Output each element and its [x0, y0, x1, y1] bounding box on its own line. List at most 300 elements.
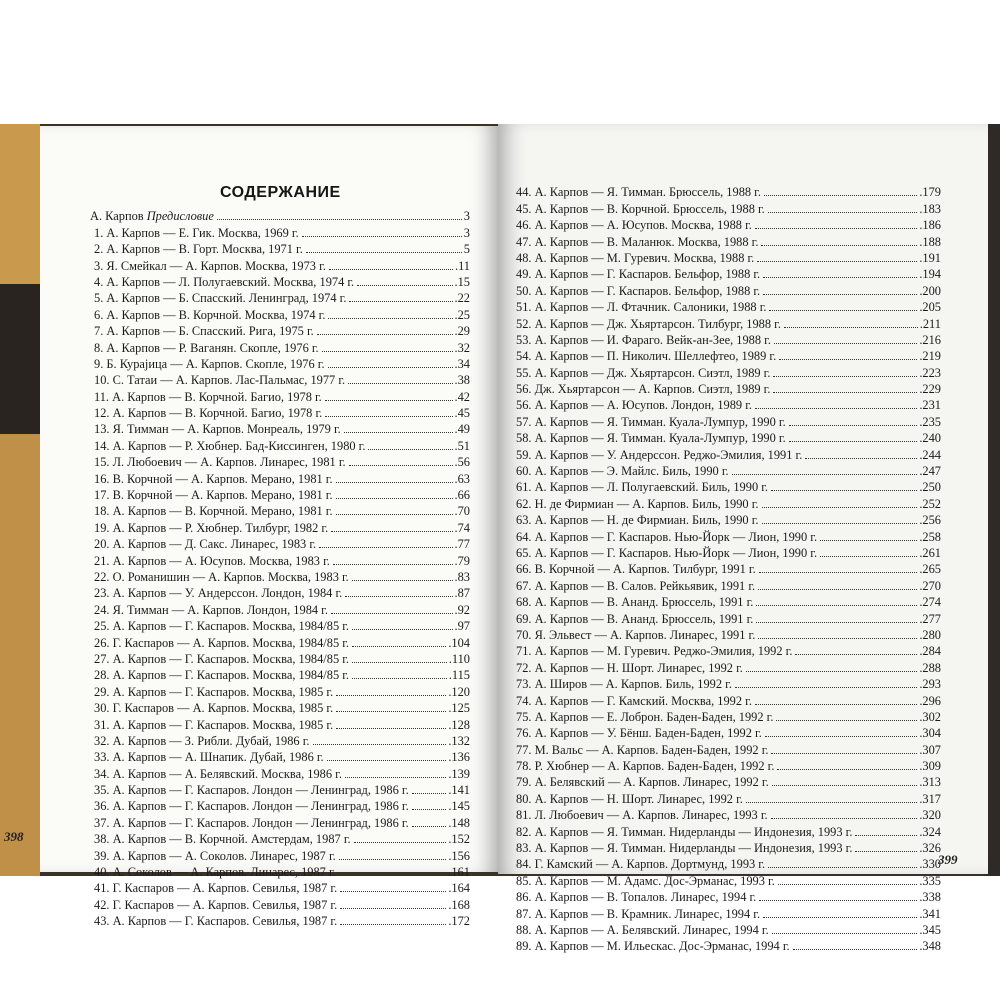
toc-entry-text: 29. А. Карпов — Г. Каспаров. Москва, 1985 г. — [94, 684, 334, 699]
toc-entry-text: 75. А. Карпов — Е. Лоброн. Баден-Баден, 1992 г. — [516, 709, 774, 724]
toc-entry-page: .168 — [448, 897, 470, 912]
toc-entry-page: .132 — [448, 733, 470, 748]
dot-leader — [327, 760, 447, 761]
toc-entry-text: 81. Л. Любоевич — А. Карпов. Линарес, 1993 г. — [516, 808, 768, 823]
toc-entry-text: 25. А. Карпов — Г. Каспаров. Москва, 1984/85 г. — [94, 619, 350, 634]
dot-leader — [336, 482, 453, 483]
dot-leader — [756, 605, 917, 606]
toc-entry-text: 56. Дж. Хьяртарсон — А. Карпов. Сиэтл, 1989 г. — [516, 382, 771, 397]
toc-entry-text: 74. А. Карпов — Г. Камский. Москва, 1992 г. — [516, 693, 752, 708]
toc-entry-text: 52. А. Карпов — Дж. Хьяртарсон. Тилбург, 1988 г. — [516, 316, 781, 331]
preface-author: А. Карпов — [90, 209, 147, 224]
toc-entry-text: 50. А. Карпов — Г. Каспаров. Бельфор, 1988 г. — [516, 283, 761, 298]
toc-entry-page: .97 — [454, 619, 470, 634]
toc-entry — [90, 274, 470, 290]
dot-leader — [772, 933, 918, 934]
toc-entry-text: 27. А. Карпов — Г. Каспаров. Москва, 1984/85 г. — [94, 651, 350, 666]
toc-entry — [516, 594, 941, 610]
toc-entry — [516, 905, 941, 921]
dot-leader — [746, 802, 917, 803]
toc-entry-page: .29 — [454, 324, 470, 339]
dot-leader — [773, 376, 917, 377]
preface-label: Предисловие — [146, 209, 214, 224]
toc-entry-text: 51. А. Карпов — Л. Фтачник. Салоники, 1988 г. — [516, 300, 767, 315]
toc-entry-page: .83 — [454, 569, 470, 584]
dot-leader — [771, 753, 917, 754]
toc-entry-page: .164 — [448, 881, 470, 896]
toc-entry-page: .296 — [919, 693, 941, 708]
toc-entry — [90, 454, 470, 470]
toc-entry-page: 5 — [463, 242, 470, 257]
toc-entry-text: 65. А. Карпов — Г. Каспаров. Нью-Йорк — Лион, 1990 г. — [516, 545, 818, 560]
toc-entry — [90, 339, 470, 355]
toc-entry — [516, 561, 941, 577]
dot-leader — [777, 769, 917, 770]
toc-entry-text: 24. Я. Тимман — А. Карпов. Лондон, 1984 г. — [94, 602, 328, 617]
toc-entry-text: 7. А. Карпов — Б. Спасский. Рига, 1975 г. — [94, 324, 314, 339]
toc-entry — [516, 938, 941, 954]
toc-entry-text: 66. В. Корчной — А. Карпов. Тилбург, 1991 г. — [516, 562, 756, 577]
dot-leader — [755, 408, 917, 409]
toc-entry — [516, 856, 941, 872]
dot-leader — [755, 704, 917, 705]
toc-entry — [90, 569, 470, 585]
toc-entry — [90, 224, 470, 240]
dot-leader — [357, 285, 452, 286]
dot-leader — [805, 458, 917, 459]
dot-leader — [329, 269, 453, 270]
toc-entry-text: 88. А. Карпов — А. Белявский. Линарес, 1994 г. — [516, 922, 769, 937]
toc-entry-page: .38 — [454, 373, 470, 388]
toc-entry-page: .304 — [919, 726, 941, 741]
toc-entry-text: 18. А. Карпов — В. Корчной. Мерано, 1981 г. — [94, 504, 333, 519]
dot-leader — [756, 622, 917, 623]
toc-entry-text: 26. Г. Каспаров — А. Карпов. Москва, 1984/85 г. — [94, 635, 350, 650]
dot-leader — [761, 245, 917, 246]
toc-entry — [516, 709, 941, 725]
toc-entry-page: .172 — [448, 914, 470, 929]
toc-entry — [90, 749, 470, 765]
toc-entry — [516, 250, 941, 266]
toc-entry-text: 56. А. Карпов — А. Юсупов. Лондон, 1989 г. — [516, 398, 752, 413]
dot-leader — [349, 465, 453, 466]
dot-leader — [328, 367, 453, 368]
dot-leader — [336, 728, 446, 729]
toc-entry-page: .141 — [448, 783, 470, 798]
dot-leader — [779, 359, 917, 360]
toc-entry-page: .317 — [919, 791, 941, 806]
dot-leader — [789, 441, 918, 442]
toc-entry-text: 23. А. Карпов — У. Андерссон. Лондон, 1984 г. — [94, 586, 343, 601]
toc-entry — [90, 700, 470, 716]
dot-leader — [306, 252, 462, 253]
dot-leader — [762, 523, 918, 524]
book-photo — [0, 124, 1000, 954]
toc-entry — [516, 823, 941, 839]
toc-entry — [516, 676, 941, 692]
toc-entry — [516, 545, 941, 561]
dot-leader — [768, 867, 917, 868]
toc-entry — [516, 840, 941, 856]
toc-entry-text: 20. А. Карпов — Д. Сакс. Линарес, 1983 г. — [94, 537, 317, 552]
dot-leader — [345, 777, 446, 778]
toc-entry-page: .284 — [919, 644, 941, 659]
toc-entry — [516, 299, 941, 315]
toc-entry — [516, 446, 941, 462]
toc-entry-page: .288 — [919, 660, 941, 675]
toc-entry-text: 11. А. Карпов — В. Корчной. Багио, 1978 г. — [94, 389, 322, 404]
dot-leader — [769, 310, 917, 311]
dot-leader — [412, 793, 447, 794]
toc-entry-page: .216 — [919, 332, 941, 347]
toc-entry — [516, 610, 941, 626]
toc-entry-text: 30. Г. Каспаров — А. Карпов. Москва, 1985 г. — [94, 701, 334, 716]
toc-entry-page: .152 — [448, 832, 470, 847]
dot-leader — [793, 949, 918, 950]
toc-entry-page: .261 — [919, 545, 941, 560]
toc-entry-page: .247 — [919, 464, 941, 479]
toc-entry-page: .341 — [919, 906, 941, 921]
toc-entry-text: 69. А. Карпов — В. Ананд. Брюссель, 1991 г. — [516, 611, 754, 626]
dot-leader — [340, 908, 446, 909]
toc-entry — [90, 765, 470, 781]
toc-entry-page: .223 — [919, 365, 941, 380]
toc-entry — [90, 585, 470, 601]
toc-entry — [516, 512, 941, 528]
toc-entry-text: 40. А. Соколов — А. Карпов. Линарес, 1987 г. — [94, 865, 336, 880]
dot-leader — [322, 351, 453, 352]
dot-leader — [328, 318, 452, 319]
toc-entry-text: 10. С. Татаи — А. Карпов. Лас-Пальмас, 1977 г. — [94, 373, 346, 388]
dot-leader — [319, 547, 452, 548]
dot-leader — [784, 327, 918, 328]
dot-leader — [352, 646, 446, 647]
dot-leader — [776, 720, 917, 721]
toc-entry — [90, 896, 470, 912]
dot-leader — [331, 531, 452, 532]
toc-entry — [90, 487, 470, 503]
toc-entry-text: 55. А. Карпов — Дж. Хьяртарсон. Сиэтл, 1989 г. — [516, 365, 771, 380]
toc-entry-page: .87 — [454, 586, 470, 601]
toc-entry-page: .136 — [448, 750, 470, 765]
toc-entry-page: .104 — [448, 635, 470, 650]
dot-leader — [765, 736, 918, 737]
toc-entry-page: .56 — [454, 455, 470, 470]
toc-entry — [90, 683, 470, 699]
toc-entry-page: .265 — [919, 562, 941, 577]
toc-entry-page: .92 — [454, 602, 470, 617]
toc-entry — [516, 692, 941, 708]
dot-leader — [336, 711, 446, 712]
toc-entry-page: .338 — [919, 890, 941, 905]
toc-entry — [516, 364, 941, 380]
toc-entry — [516, 266, 941, 282]
toc-entry-page: .252 — [919, 496, 941, 511]
toc-entry-text: 71. А. Карпов — М. Гуревич. Реджо-Эмилия, 1992 г. — [516, 644, 793, 659]
dot-leader — [352, 629, 452, 630]
toc-entry — [90, 601, 470, 617]
toc-entry-text: 44. А. Карпов — Я. Тимман. Брюссель, 1988 г. — [516, 185, 761, 200]
table-surface-left-middle — [0, 284, 40, 434]
toc-entry-text: 37. А. Карпов — Г. Каспаров. Лондон — Ленинград, 1986 г. — [94, 815, 409, 830]
dot-leader — [217, 219, 462, 220]
toc-entry-text: 57. А. Карпов — Я. Тимман. Куала-Лумпур, 1990 г. — [516, 414, 786, 429]
dot-leader — [820, 556, 917, 557]
toc-entry-text: 80. А. Карпов — Н. Шорт. Линарес, 1992 г. — [516, 791, 743, 806]
toc-entry-text: 34. А. Карпов — А. Белявский. Москва, 1986 г. — [94, 766, 342, 781]
dot-leader — [336, 695, 446, 696]
toc-entry-page: .320 — [919, 808, 941, 823]
dot-leader — [348, 383, 452, 384]
dot-leader — [354, 842, 447, 843]
toc-entry-page: .34 — [454, 356, 470, 371]
toc-entry-page: .258 — [919, 529, 941, 544]
toc-entry-page: .45 — [454, 406, 470, 421]
dot-leader — [774, 343, 917, 344]
dot-leader — [768, 212, 918, 213]
toc-entry-page: .307 — [919, 742, 941, 757]
dot-leader — [795, 654, 917, 655]
toc-entry — [90, 634, 470, 650]
toc-entry-text: 4. А. Карпов — Л. Полугаевский. Москва, 1974 г. — [94, 274, 355, 289]
toc-entry — [90, 257, 470, 273]
toc-entry — [90, 405, 470, 421]
toc-entry-page: .51 — [454, 438, 470, 453]
toc-entry — [90, 814, 470, 830]
toc-entry-page: .240 — [919, 431, 941, 446]
toc-entry-page: .32 — [454, 340, 470, 355]
toc-entry — [90, 306, 470, 322]
toc-entry — [516, 479, 941, 495]
toc-entry-page: .110 — [448, 651, 470, 666]
toc-entry-text: 60. А. Карпов — Э. Майлс. Биль, 1990 г. — [516, 464, 729, 479]
toc-entry — [516, 577, 941, 593]
toc-entry-text: 73. А. Широв — А. Карпов. Биль, 1992 г. — [516, 677, 732, 692]
toc-entry-text: 21. А. Карпов — А. Юсупов. Москва, 1983 г. — [94, 553, 330, 568]
dot-leader — [336, 498, 453, 499]
table-surface-left-bottom — [0, 434, 40, 876]
toc-entry — [90, 290, 470, 306]
dot-leader — [755, 228, 917, 229]
toc-entry-page: .25 — [454, 307, 470, 322]
toc-entry-text: 15. Л. Любоевич — А. Карпов. Линарес, 1981 г. — [94, 455, 346, 470]
toc-entry-page: .148 — [448, 815, 470, 830]
toc-entry — [516, 807, 941, 823]
toc-entry-page: .63 — [454, 471, 470, 486]
toc-entry — [516, 872, 941, 888]
toc-entry-text: 68. А. Карпов — В. Ананд. Брюссель, 1991 г. — [516, 595, 754, 610]
toc-entry — [90, 618, 470, 634]
toc-entry-page: .179 — [919, 185, 941, 200]
toc-entry-page: .205 — [919, 300, 941, 315]
toc-entry-text: 49. А. Карпов — Г. Каспаров. Бельфор, 1988 г. — [516, 267, 761, 282]
dot-leader — [352, 678, 447, 679]
toc-entry-page: .335 — [919, 873, 941, 888]
toc-entry-page: .15 — [454, 274, 470, 289]
dot-leader — [345, 596, 452, 597]
toc-entry — [90, 782, 470, 798]
dot-leader — [412, 809, 447, 810]
toc-entry-page: .22 — [454, 291, 470, 306]
toc-entry-text: 31. А. Карпов — Г. Каспаров. Москва, 1985 г. — [94, 717, 334, 732]
dot-leader — [855, 835, 917, 836]
toc-entry-page: .139 — [448, 766, 470, 781]
toc-entry-page: .186 — [919, 218, 941, 233]
toc-entry-text — [90, 209, 214, 224]
toc-entry-text: 86. А. Карпов — В. Топалов. Линарес, 1994 г. — [516, 890, 757, 905]
toc-entry — [90, 372, 470, 388]
dot-leader — [352, 580, 453, 581]
toc-entry-text: 14. А. Карпов — Р. Хюбнер. Бад-Киссинген, 1980 г. — [94, 438, 366, 453]
toc-entry-page: .330 — [919, 857, 941, 872]
toc-list-left — [90, 208, 470, 929]
toc-entry — [516, 659, 941, 675]
toc-entry-page: .229 — [919, 382, 941, 397]
toc-entry — [516, 528, 941, 544]
dot-leader — [325, 400, 453, 401]
right-page — [498, 124, 988, 954]
toc-entry-page: .270 — [919, 578, 941, 593]
toc-entry-page: .194 — [919, 267, 941, 282]
toc-entry-page: .302 — [919, 709, 941, 724]
toc-entry-page: .235 — [919, 414, 941, 429]
toc-entry-page: .161 — [448, 865, 470, 880]
toc-entry-page: .256 — [919, 513, 941, 528]
toc-entry-text: 53. А. Карпов — И. Фараго. Вейк-ан-Зее, 1988 г. — [516, 332, 771, 347]
toc-entry-page: .231 — [919, 398, 941, 413]
toc-entry — [90, 831, 470, 847]
toc-entry-text: 2. А. Карпов — В. Горт. Москва, 1971 г. — [94, 242, 303, 257]
dot-leader — [771, 490, 917, 491]
toc-entry — [516, 741, 941, 757]
dot-leader — [763, 277, 917, 278]
toc-entry-text: 35. А. Карпов — Г. Каспаров. Лондон — Ленинград, 1986 г. — [94, 783, 409, 798]
dot-leader — [758, 638, 917, 639]
toc-entry-text: 13. Я. Тимман — А. Карпов. Монреаль, 1979 г. — [94, 422, 341, 437]
dot-leader — [820, 540, 917, 541]
toc-entry — [90, 798, 470, 814]
toc-entry-text: 9. Б. Курајица — А. Карпов. Скопле, 1976 г. — [94, 356, 325, 371]
toc-entry-text: 63. А. Карпов — Н. де Фирмиан. Биль, 1990 г. — [516, 513, 759, 528]
dot-leader — [771, 818, 918, 819]
toc-entry — [516, 397, 941, 413]
toc-entry-page: 3 — [463, 225, 470, 240]
toc-entry-text: 28. А. Карпов — Г. Каспаров. Москва, 1984/85 г. — [94, 668, 350, 683]
dot-leader — [333, 564, 453, 565]
dot-leader — [773, 392, 917, 393]
toc-entry — [90, 552, 470, 568]
toc-entry-page: .313 — [919, 775, 941, 790]
toc-entry — [90, 470, 470, 486]
toc-list-right — [516, 184, 941, 954]
toc-entry-text: 61. А. Карпов — Л. Полугаевский. Биль, 1990 г. — [516, 480, 769, 495]
toc-entry-page: .79 — [454, 553, 470, 568]
toc-entry-text: 16. В. Корчной — А. Карпов. Мерано, 1981 г. — [94, 471, 333, 486]
toc-entry — [90, 880, 470, 896]
toc-entry — [516, 643, 941, 659]
toc-entry — [516, 463, 941, 479]
dot-leader — [789, 425, 918, 426]
toc-entry — [90, 913, 470, 929]
toc-entry — [90, 421, 470, 437]
toc-entry-text: 67. А. Карпов — В. Салов. Рейкьявик, 1991 г. — [516, 578, 756, 593]
toc-entry-page: .42 — [454, 389, 470, 404]
toc-entry-text: 62. Н. де Фирмиан — А. Карпов. Биль, 1990 г. — [516, 496, 759, 511]
toc-entry-text: 3. Я. Смейкал — А. Карпов. Москва, 1973 г. — [94, 258, 326, 273]
toc-entry — [516, 315, 941, 331]
table-surface-left-top — [0, 124, 40, 284]
toc-entry — [516, 184, 941, 200]
toc-entry-text: 8. А. Карпов — Р. Ваганян. Скопле, 1976 г. — [94, 340, 319, 355]
toc-entry-text: 39. А. Карпов — А. Соколов. Линарес, 1987 г. — [94, 848, 336, 863]
toc-entry — [516, 889, 941, 905]
toc-entry-page: .191 — [919, 250, 941, 265]
dot-leader — [340, 924, 446, 925]
toc-entry — [516, 430, 941, 446]
toc-entry — [90, 437, 470, 453]
toc-entry — [90, 356, 470, 372]
page-number: 399 — [938, 852, 958, 867]
toc-entry — [90, 388, 470, 404]
toc-entry-text: 72. А. Карпов — Н. Шорт. Линарес, 1992 г. — [516, 660, 743, 675]
dot-leader — [336, 514, 453, 515]
toc-entry — [516, 282, 941, 298]
dot-leader — [759, 572, 918, 573]
dot-leader — [763, 917, 917, 918]
dot-leader — [331, 613, 453, 614]
dot-leader — [778, 884, 918, 885]
toc-entry-text: 1. А. Карпов — Е. Гик. Москва, 1969 г. — [94, 225, 299, 240]
toc-entry-page: .74 — [454, 520, 470, 535]
toc-entry-page: .211 — [919, 316, 941, 331]
dot-leader — [746, 671, 917, 672]
toc-entry-text: 48. А. Карпов — М. Гуревич. Москва, 1988 г. — [516, 250, 755, 265]
toc-entry — [516, 758, 941, 774]
toc-entry-text: 22. О. Романишин — А. Карпов. Москва, 1983 г. — [94, 569, 349, 584]
toc-entry-text: 42. Г. Каспаров — А. Карпов. Севилья, 1987 г. — [94, 897, 338, 912]
toc-entry-text: 79. А. Белявский — А. Карпов. Линарес, 1992 г. — [516, 775, 769, 790]
toc-entry — [90, 733, 470, 749]
toc-entry-page: .244 — [919, 447, 941, 462]
dot-leader — [302, 236, 462, 237]
toc-entry-page: .49 — [454, 422, 470, 437]
dot-leader — [339, 875, 447, 876]
toc-entry — [90, 519, 470, 535]
toc-entry-text: 32. А. Карпов — З. Рибли. Дубай, 1986 г. — [94, 733, 310, 748]
toc-entry-page: .345 — [919, 922, 941, 937]
toc-entry-page: .77 — [454, 537, 470, 552]
dot-leader — [368, 449, 452, 450]
toc-entry-page: .188 — [919, 234, 941, 249]
toc-entry — [516, 790, 941, 806]
toc-entry-text: 78. Р. Хюбнер — А. Карпов. Баден-Баден, 1992 г. — [516, 759, 775, 774]
dot-leader — [339, 859, 447, 860]
toc-entry-text: 70. Я. Эльвест — А. Карпов. Линарес, 1991 г. — [516, 627, 756, 642]
toc-entry-page: .219 — [919, 349, 941, 364]
dot-leader — [732, 474, 918, 475]
dot-leader — [313, 744, 447, 745]
dot-leader — [764, 195, 917, 196]
toc-entry-text: 83. А. Карпов — Я. Тимман. Нидерланды — Индонезия, 1993 г. — [516, 841, 853, 856]
toc-entry-text: 85. А. Карпов — М. Адамс. Дос-Эрманас, 1993 г. — [516, 873, 775, 888]
page-number: 398 — [4, 829, 24, 844]
dot-leader — [412, 826, 447, 827]
toc-entry-preface — [90, 208, 470, 224]
toc-entry — [90, 716, 470, 732]
dot-leader — [317, 334, 453, 335]
toc-entry-page: .326 — [919, 841, 941, 856]
dot-leader — [762, 507, 918, 508]
